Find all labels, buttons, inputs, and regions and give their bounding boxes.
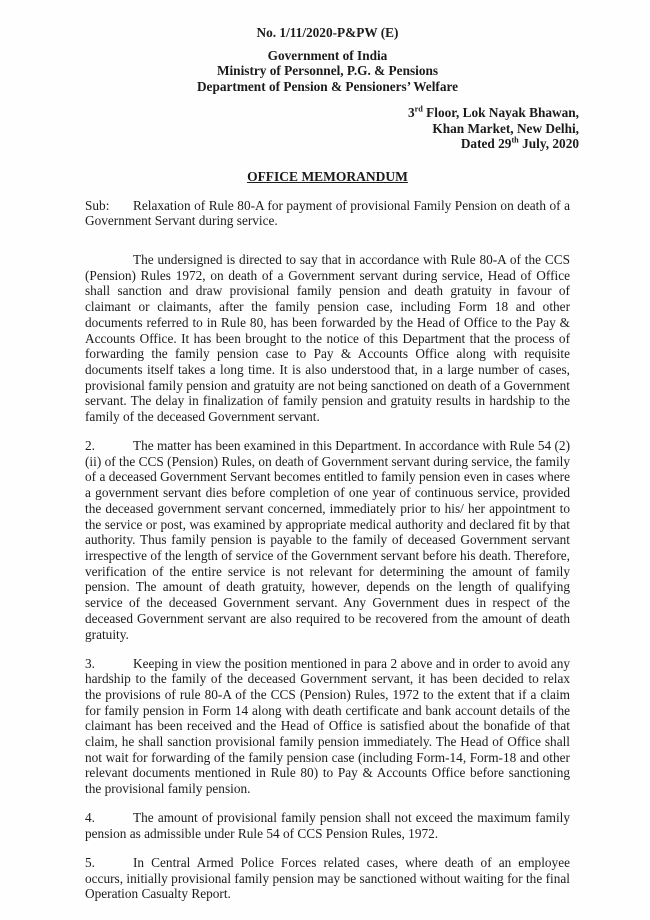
- paragraph-text: The amount of provisional family pension shall not exceed the maximum family pension as admissible under Rule 54 of CCS Pension Rules, 1972.: [85, 810, 570, 841]
- memo-title-text: OFFICE MEMORANDUM: [247, 168, 408, 184]
- paragraph-1: [85, 252, 570, 425]
- address-line-market: Khan Market, New Delhi,: [432, 120, 579, 136]
- ordinal-superscript: rd: [414, 104, 423, 114]
- paragraph-number: 4.: [85, 810, 95, 826]
- address-line-floor: 3rd Floor, Lok Nayak Bhawan,: [407, 104, 579, 120]
- paragraph-text: Keeping in view the position mentioned in para 2 above and in order to avoid any hardship to the family of the deceased Government servant, it has been decided to relax the provisions of rule 80-A of the CCS (Pension) Rules, 1972 to the extent that if a claim for family pension in Form 14 along with death certificate and bank account details of the claimant has been received and the Head of Office is satisfied about the bonafide of that claim, he shall sanction provisional family pension immediately. The Head of Office shall not wait for forwarding of the family pension case (including Form-14, Form-18 and other relevant documents mentioned in Rule 80) to Pay & Accounts Office before sanctioning the provisional family pension.: [85, 655, 570, 797]
- paragraph-text: The matter has been examined in this Department. In accordance with Rule 54 (2) (ii) of the CCS (Pension) Rules, on death of Government servant during service, the family of a deceased Government Servant becomes entitled to family pension even in cases where a government servant dies before completion of one year of continuous service, provided the deceased government servant concerned, immediately prior to his/ her appointment to the service or post, was examined by appropriate medical authority and declared fit by that authority. Thus family pension is payable to the family of deceased Government servant irrespective of the length of service of the Government servant before his death. Therefore, verification of the entire service is not relevant for determining the amount of family pension. The amount of death gratuity, however, depends on the length of qualifying service of the deceased Government servant. Any Government dues in respect of the deceased Government servant are also required to be recovered from the amount of death gratuity.: [85, 438, 570, 642]
- document-header: [85, 25, 570, 95]
- address-line-date: Dated 29th July, 2020: [460, 135, 579, 152]
- org-line-government: Government of India: [267, 47, 388, 63]
- paragraph-text: In Central Armed Police Forces related cases, where death of an employee occurs, initially provisional family pension may be sanctioned without waiting for the final Operation Casualty Report.: [85, 854, 570, 902]
- paragraph-number: 2.: [85, 438, 95, 454]
- paragraph-5: [85, 855, 570, 902]
- subject-label: Sub:: [85, 197, 110, 213]
- paragraph-text: The undersigned is directed to say that in accordance with Rule 80-A of the CCS (Pension) Rules 1972, on death of a Government servant during service, Head of Office shall sanction and draw provisional family pension and death gratuity in favour of claimant or claimants, after the family pension case, including Form 18 and other documents referred to in Rule 80, has been forwarded by the Head of Office to the Pay & Accounts Office. It has been brought to the notice of this Department that the process of forwarding the family pension case to Pay & Accounts Office along with requisite documents itself takes a long time. It is also understood that, in a large number of cases, provisional family pension and gratuity are not being sanctioned on death of a Government servant. The delay in finalization of family pension and gratuity results in hardship to the family of the deceased Government servant.: [85, 252, 570, 425]
- ref-number: No. 1/11/2020-P&PW (E): [256, 25, 399, 40]
- ordinal-superscript: th: [511, 135, 519, 145]
- subject-line: [85, 198, 570, 229]
- address-block: [85, 105, 579, 152]
- paragraph-3: [85, 656, 570, 797]
- paragraph-number: 3.: [85, 655, 95, 671]
- paragraph-2: [85, 438, 570, 642]
- paragraph-number: 5.: [85, 854, 95, 870]
- org-line-ministry: Ministry of Personnel, P.G. & Pensions: [216, 63, 439, 79]
- org-line-department: Department of Pension & Pensioners’ Welfare: [196, 79, 459, 95]
- paragraph-4: [85, 810, 570, 841]
- memo-title: [85, 169, 570, 185]
- subject-text: Relaxation of Rule 80-A for payment of provisional Family Pension on death of a Government Servant during service.: [85, 197, 570, 229]
